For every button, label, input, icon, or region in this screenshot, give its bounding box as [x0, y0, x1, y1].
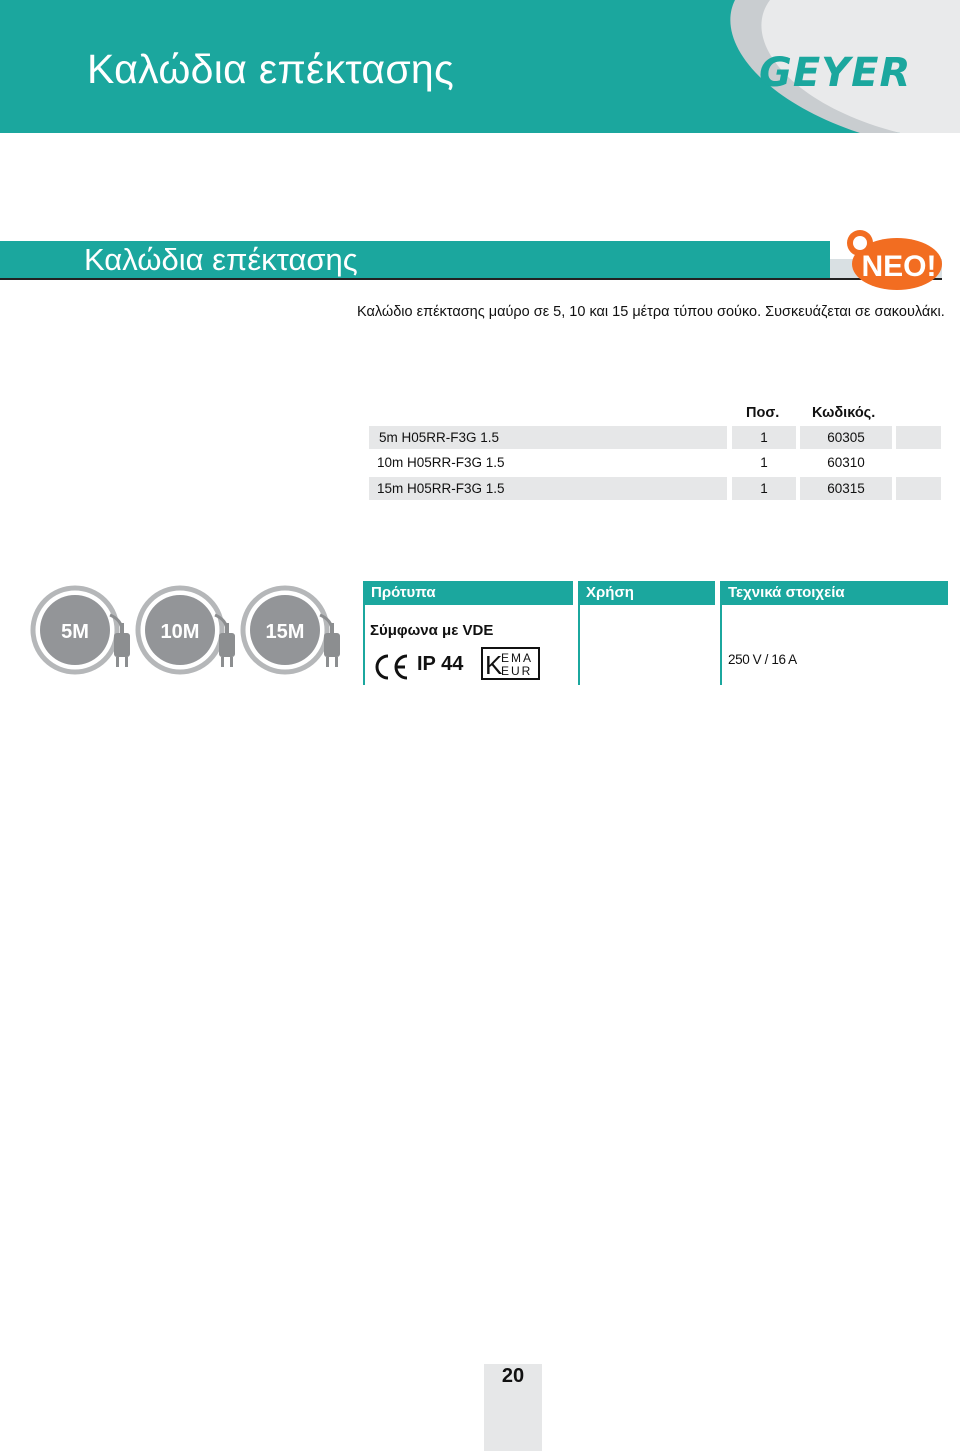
spec-divider	[578, 605, 580, 685]
table-row-extra	[896, 477, 941, 500]
new-badge	[843, 228, 943, 293]
standards-header: Πρότυπα	[363, 581, 573, 605]
cable-coil-plug-icon	[138, 588, 235, 672]
table-row-qty: 1	[732, 426, 796, 449]
table-row-name: 10m H05RR-F3G 1.5	[377, 455, 505, 470]
table-row-name: 5m H05RR-F3G 1.5	[369, 426, 727, 449]
product-description: Καλώδιο επέκτασης μαύρο σε 5, 10 και 15 μέτρα τύπου σούκο. Συσκευάζεται σε σακουλάκι.	[357, 304, 945, 320]
new-badge-icon	[843, 228, 943, 293]
cable-coil-plug-icon	[33, 588, 130, 672]
technical-text: 250 V / 16 A	[728, 652, 797, 667]
brand-logo: GEYER	[759, 50, 912, 96]
page-number: 20	[501, 1365, 525, 1387]
cable-icons	[30, 585, 355, 677]
section-title: Καλώδια επέκτασης	[84, 242, 358, 277]
qty-header: Ποσ.	[746, 405, 780, 421]
table-row-code: 60315	[800, 477, 892, 500]
cable-length-label: 10M	[160, 621, 200, 643]
ce-mark-icon	[372, 652, 410, 682]
table-row-extra	[896, 426, 941, 449]
page-title: Καλώδια επέκτασης	[87, 46, 455, 92]
section-underline	[0, 278, 942, 280]
table-row-qty: 1	[732, 477, 796, 500]
svg-text:K: K	[485, 650, 503, 680]
ip-rating: IP 44	[417, 653, 464, 675]
svg-text:EUR: EUR	[501, 664, 533, 678]
spec-divider	[720, 605, 722, 685]
usage-header: Χρήση	[578, 581, 715, 605]
code-header: Κωδικός.	[812, 405, 876, 421]
cable-coil-plug-icon	[243, 588, 340, 672]
table-row-code: 60310	[827, 455, 865, 470]
kema-keur-icon	[481, 647, 541, 681]
table-row-name: 15m H05RR-F3G 1.5	[369, 477, 727, 500]
cable-length-label: 15M	[265, 621, 305, 643]
new-badge-label: ΝΕΟ!	[861, 250, 937, 283]
technical-header: Τεχνικά στοιχεία	[720, 581, 948, 605]
certification-label: KEMA KEUR	[481, 647, 487, 648]
svg-text:EMA: EMA	[501, 651, 534, 665]
cable-length-label: 5M	[61, 621, 89, 643]
standards-text: Σύμφωνα με VDE	[370, 622, 494, 639]
spec-divider	[363, 605, 365, 685]
table-row-qty: 1	[760, 455, 768, 470]
table-row-code: 60305	[800, 426, 892, 449]
ce-mark-label: CE	[372, 652, 374, 653]
